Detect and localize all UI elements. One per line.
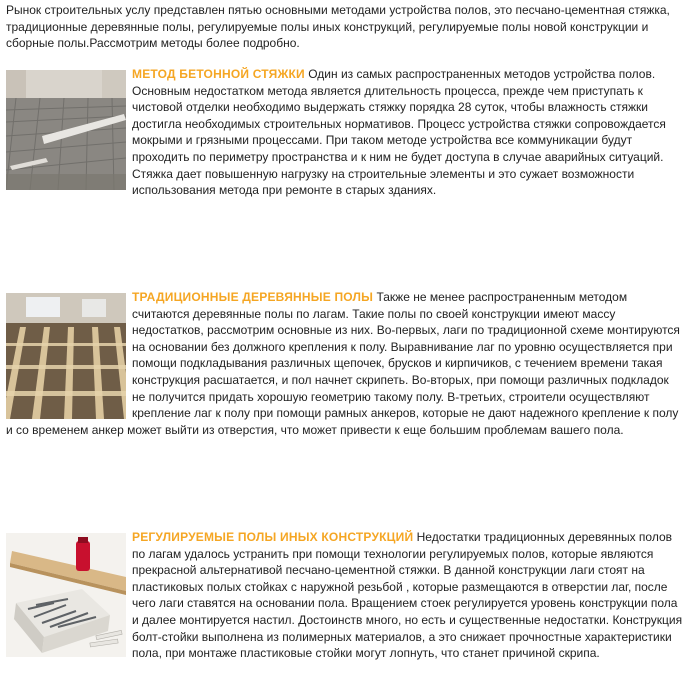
concrete-screed-photo-icon	[6, 70, 126, 190]
section-heading: РЕГУЛИРУЕМЫЕ ПОЛЫ ИНЫХ КОНСТРУКЦИЙ	[132, 530, 414, 544]
section-concrete-screed	[6, 66, 684, 199]
wooden-joists-photo-icon	[6, 293, 126, 419]
section-heading: МЕТОД БЕТОННОЙ СТЯЖКИ	[132, 67, 305, 81]
adjustable-bolts-photo-icon	[6, 533, 126, 657]
section-text: Один из самых распространенных методов устройства полов. Основным недостатком метода является длительность процесса, прежде чем приступать к чистовой отделки необходимо выдержать стяжку порядка 28 суток, чтобы влажность стяжки достигла необходимых строительных нормативов. Процесс устройства стяжки сопровождается мокрыми и грязными процессами. При таком методе устройства все коммуникации будут проходить по периметру пространства и к ним не будет доступа в случае аварийных ситуаций. Стяжка дает повышенную нагрузку на строительные элементы и это сужает возможности использования метода при ремонте в старых зданиях.	[132, 67, 666, 198]
section-text: Недостатки традиционных деревянных полов по лагам удалось устранить при помощи технологии регулируемых полов, которые являются прекрасной альтернативой песчано-цементной стяжки. В данной конструкции лаги стоят на пластиковых полых стойках с наружной резьбой , которые размещаются в отверстии лаг, после чего лаги ставятся на основании пола. Вращением стоек регулируется уровень конструкции пола и далее монтируется настил. Достоинств много, но есть и существенные недостатки. Конструкция болт-стойки выполнена из полимерных материалов, а это снижает прочностные характеристики пола, при монтаже пластиковые стойки могут лопнуть, что станет причиной скрипа.	[132, 530, 683, 661]
section-wooden-floors	[6, 289, 684, 438]
section-heading: ТРАДИЦИОННЫЕ ДЕРЕВЯННЫЕ ПОЛЫ	[132, 290, 374, 304]
section-text: Также не менее распространенным методом считаются деревянные полы по лагам. Такие полы по своей конструкции имеют массу недостатков, рассмотрим основные из них. Во-первых, лаги по традиционной схеме монтируются на основании без должного крепления к полу. Выравнивание лаг по уровню осуществляется при помощи подкладывания различных щепочек, брусков и кирпичиков, с течением времени такая конструкция расшатается, и пол начнет скрипеть. Во-вторых, при помощи различных подкладок не получится придать хорошую геометрию такому полу. В-третьих, строители осуществляют крепление лаг к полу при помощи рамных анкеров, которые не дают надежного крепление к полу и со временем анкер может выйти из отверстия, что может привести к еще большим проблемам вашего пола.	[6, 290, 680, 437]
intro-paragraph: Рынок строительных услу представлен пятью основными методами устройства полов, это песчано-цементная стяжка, традиционные деревянные полы, регулируемые полы иных конструкций, регулируемые полы новой конструкции и сборные полы.Рассмотрим методы более подробно.	[6, 3, 670, 51]
section-adjustable-floors	[6, 529, 684, 662]
